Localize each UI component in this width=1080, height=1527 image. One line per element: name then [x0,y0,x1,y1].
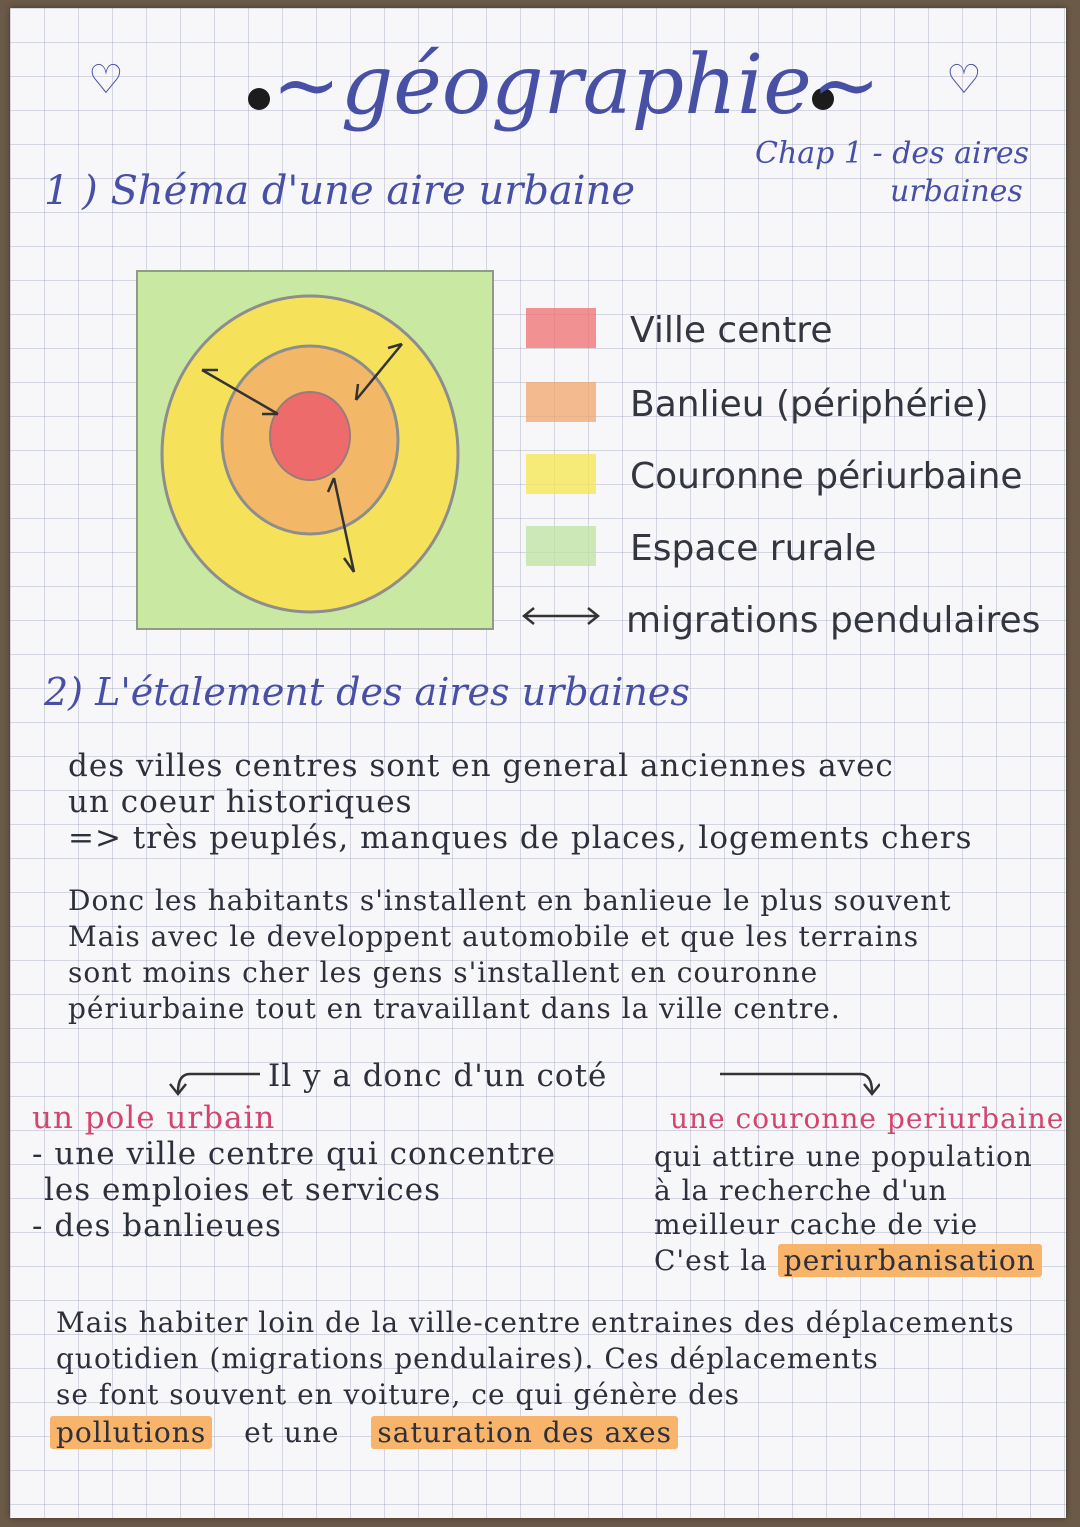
para3-line-2: quotidien (migrations pendulaires). Ces déplacements [56,1342,879,1375]
section-2-heading: 2) L'étalement des aires urbaines [44,670,690,714]
legend-label-suburb: Banlieu (périphérie) [630,384,989,425]
right-conclusion [654,1244,1042,1277]
para2-line-4: périurbaine tout en travaillant dans la ville centre. [68,992,841,1025]
right-heading: une couronne periurbaine [670,1102,1065,1135]
legend-label-city: Ville centre [630,310,833,351]
right-line-1: qui attire une population [654,1140,1033,1173]
split-label: Il y a donc d'un coté [268,1058,608,1094]
left-line-1: - une ville centre qui concentre [32,1136,556,1172]
para3-line-3: se font souvent en voiture, ce qui génère des [56,1378,741,1411]
para3-line-1: Mais habiter loin de la ville-centre entraines des déplacements [56,1306,1015,1339]
urban-area-rings [138,272,492,628]
legend-label-migrations: migrations pendulaires [626,600,1041,641]
left-heading: un pole urbain [32,1100,276,1136]
heart-left-icon: ♡ [88,57,124,103]
saturation-highlight: saturation des axes [371,1416,678,1449]
section-1-heading: 1 ) Shéma d'une aire urbaine [44,168,636,214]
page-title: ~géographie~ [272,38,881,133]
para2-line-3: sont moins cher les gens s'installent en couronne [68,956,819,989]
urban-area-diagram [136,270,494,630]
pollutions-highlight: pollutions [50,1416,212,1449]
ring-city-center [270,392,350,480]
legend-label-rural: Espace rurale [630,528,877,569]
left-line-3: - des banlieues [32,1208,282,1244]
legend-swatch-periurban [526,454,596,494]
para3-line-4 [50,1416,678,1449]
legend-swatch-city [526,308,596,348]
right-line-2: à la recherche d'un [654,1174,948,1207]
legend-label-periurban: Couronne périurbaine [630,456,1023,497]
binder-hole-left [248,88,270,110]
para1-line-2: un coeur historiques [68,784,413,820]
heart-right-icon: ♡ [946,57,982,103]
para2-line-2: Mais avec le developpent automobile et que les terrains [68,920,920,953]
chapter-line-1: Chap 1 - des aires [755,136,1030,171]
para1-line-1: des villes centres sont en general anciennes avec [68,748,894,784]
double-arrow-icon [518,604,604,628]
para1-line-3: => très peuplés, manques de places, logements chers [68,820,973,856]
para3-connector: et une [244,1416,340,1449]
legend-swatch-suburb [526,382,596,422]
right-conclusion-prefix: C'est la [654,1244,768,1277]
legend-swatch-rural [526,526,596,566]
notebook-page [10,8,1066,1518]
left-line-2: les emploies et services [44,1172,441,1208]
chapter-line-2: urbaines [890,174,1023,209]
periurbanisation-highlight: periurbanisation [778,1244,1042,1277]
right-line-3: meilleur cache de vie [654,1208,979,1241]
para2-line-1: Donc les habitants s'installent en banlieue le plus souvent [68,884,952,917]
